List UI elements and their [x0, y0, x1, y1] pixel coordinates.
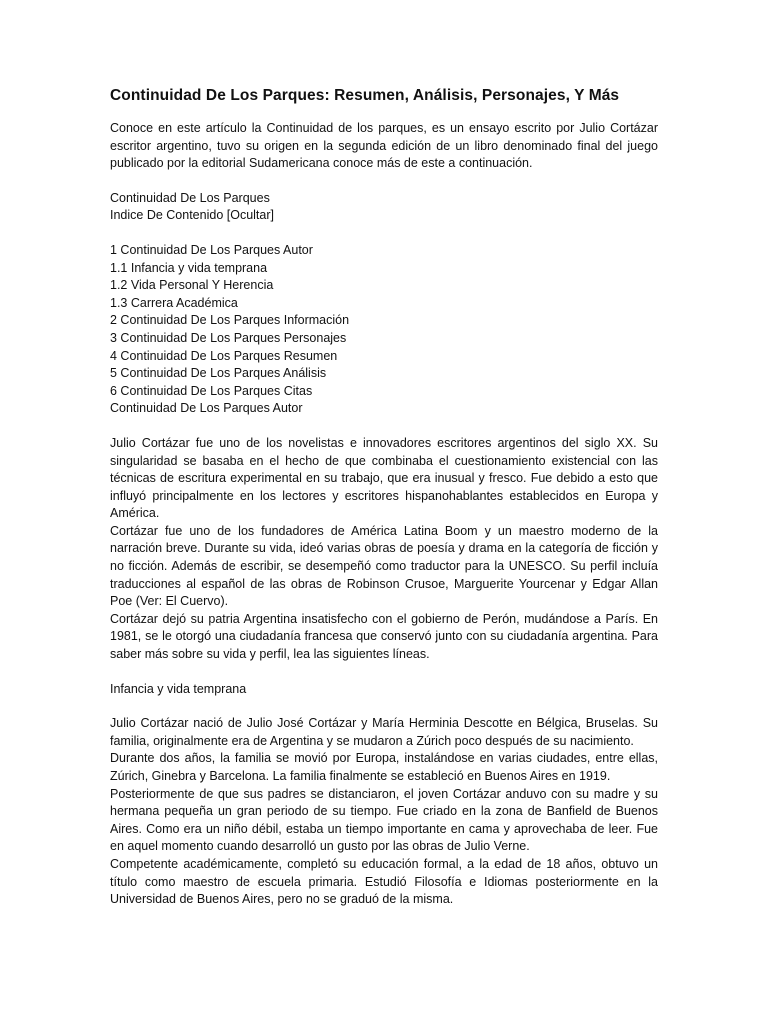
- toc-item: 6 Continuidad De Los Parques Citas: [110, 383, 313, 398]
- body-paragraph: Cortázar dejó su patria Argentina insatisfecho con el gobierno de Perón, mudándose a París. En 1981, se le otorgó una ciudadanía francesa que conservó junto con su ciudadanía argentina. Para saber más sobre su vida y perfil, lea las siguientes líneas.: [110, 611, 658, 662]
- author-section: [110, 435, 658, 664]
- toc-item: Continuidad De Los Parques Autor: [110, 401, 303, 416]
- spacer: [110, 173, 658, 190]
- table-of-contents: [110, 242, 658, 418]
- toc-toggle-line: Indice De Contenido [Ocultar]: [110, 208, 274, 223]
- body-paragraph: Julio Cortázar fue uno de los novelistas e innovadores escritores argentinos del siglo XX. Su singularidad se basaba en el hecho de que combinaba el cuestionamiento existencial con las técnicas de escritura experimental en su trabajo, que era inusual y fresco. Fue debido a esto que influyó principalmente en los lectores y escritores hispanohablantes establecidos en Europa y América.: [110, 435, 658, 521]
- body-paragraph: Posteriormente de que sus padres se distanciaron, el joven Cortázar anduvo con su madre y su hermana pequeña un gran periodo de su tiempo. Fue criado en la zona de Banfield de Buenos Aires. Como era un niño débil, estaba un tiempo importante en cama y aprovechaba de leer. Fue en aquel momento cuando desarrolló un gusto por las obras de Julio Verne.: [110, 786, 658, 854]
- intro-paragraph: Conoce en este artículo la Continuidad de los parques, es un ensayo escrito por Julio Cortázar escritor argentino, tuvo su origen en la segunda edición de un libro denominado final del juego publicado por la editorial Sudamericana conoce más de este a continuación.: [110, 121, 658, 171]
- spacer: [110, 418, 658, 435]
- body-paragraph: Durante dos años, la familia se movió por Europa, instalándose en varias ciudades, entre ellas, Zúrich, Ginebra y Barcelona. La familia finalmente se estableció en Buenos Aires en 1919.: [110, 751, 658, 783]
- toc-heading: Continuidad De Los Parques: [110, 190, 270, 205]
- toc-item: 2 Continuidad De Los Parques Información: [110, 313, 350, 328]
- body-paragraph: Competente académicamente, completó su educación formal, a la edad de 18 años, obtuvo un título como maestro de escuela primaria. Estudió Filosofía e Idiomas posteriormente en la Universidad de Buenos Aires, pero no se graduó de la misma.: [110, 856, 658, 907]
- infancia-section: [110, 715, 658, 909]
- toc-item: 1.2 Vida Personal Y Herencia: [110, 278, 274, 293]
- spacer: [110, 664, 658, 681]
- toc-item: 1.3 Carrera Académica: [110, 295, 238, 310]
- toc-item: 5 Continuidad De Los Parques Análisis: [110, 366, 327, 381]
- spacer: [110, 698, 658, 715]
- toc-item: 4 Continuidad De Los Parques Resumen: [110, 348, 338, 363]
- document-title: Continuidad De Los Parques: Resumen, Análisis, Personajes, Y Más: [110, 87, 620, 104]
- section-heading: Infancia y vida temprana: [110, 681, 247, 696]
- spacer: [110, 225, 658, 242]
- body-paragraph: Cortázar fue uno de los fundadores de América Latina Boom y un maestro moderno de la narración breve. Durante su vida, ideó varias obras de poesía y drama en la categoría de ficción y no ficción. Además de escribir, se desempeñó como traductor para la UNESCO. Su perfil incluía traducciones al español de las obras de Robinson Crusoe, Marguerite Yourcenar y Edgar Allan Poe (Ver: El Cuervo).: [110, 523, 658, 609]
- document-content: [110, 84, 658, 909]
- toc-item: 1 Continuidad De Los Parques Autor: [110, 242, 313, 257]
- toc-item: 1.1 Infancia y vida temprana: [110, 260, 268, 275]
- body-paragraph: Julio Cortázar nació de Julio José Cortázar y María Herminia Descotte en Bélgica, Bruselas. Su familia, originalmente era de Argentina y se mudaron a Zúrich poco después de su nacimiento.: [110, 716, 658, 748]
- toc-item: 3 Continuidad De Los Parques Personajes: [110, 330, 347, 345]
